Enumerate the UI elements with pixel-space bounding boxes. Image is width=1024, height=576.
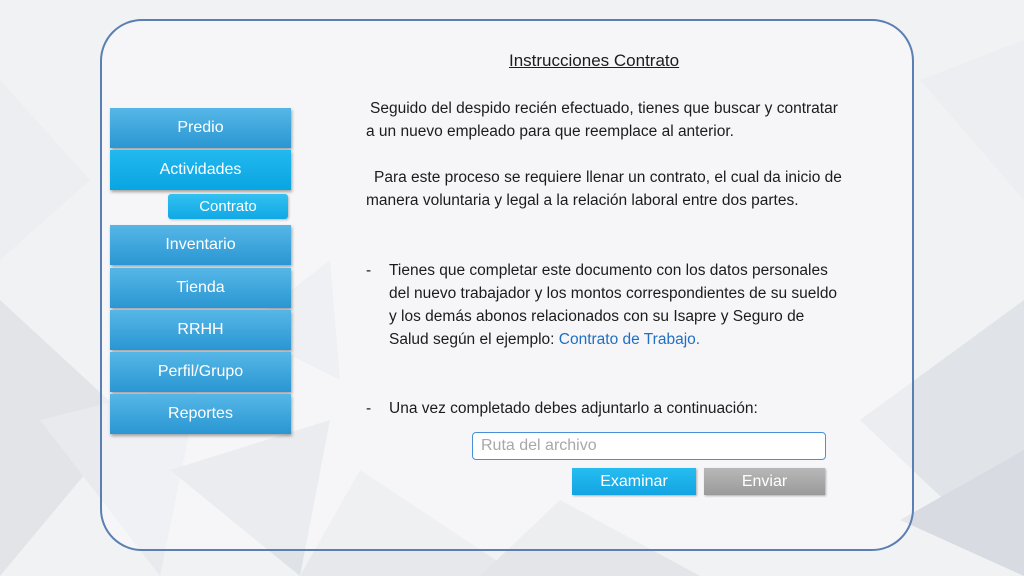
contrato-de-trabajo-link[interactable]: Contrato de Trabajo. [558,331,701,348]
sidebar-item-perfil-grupo[interactable]: Perfil/Grupo [110,352,291,392]
bullet-dash: - [366,262,372,279]
sidebar-item-predio[interactable]: Predio [110,108,291,148]
sidebar-item-tienda[interactable]: Tienda [110,268,291,308]
instructions-paragraph-2: Para este proceso se requiere llenar un contrato, el cual da inicio de manera voluntaria y legal a la relación laboral entre dos partes. [366,169,842,209]
file-path-input[interactable] [472,432,826,460]
sidebar-item-rrhh[interactable]: RRHH [110,310,291,350]
bullet-dash: - [366,400,372,417]
bullet-2-text: Una vez completado debes adjuntarlo a continuación: [389,400,758,417]
instruction-bullet-1 [366,259,846,379]
browse-button[interactable]: Examinar [572,468,696,495]
instruction-bullet-2 [366,397,846,421]
sidebar-item-reportes[interactable]: Reportes [110,394,291,434]
instructions-paragraph-1: Seguido del despido recién efectuado, tienes que buscar y contratar a un nuevo empleado para que reemplace al anterior. [366,100,838,140]
sidebar-subitem-contrato[interactable]: Contrato [168,194,288,219]
send-button[interactable]: Enviar [704,468,825,495]
sidebar-item-inventario[interactable]: Inventario [110,225,291,265]
bullet-1-text: Tienes que completar este documento con los datos personales del nuevo trabajador y los montos correspondientes de su sueldo y los demás abonos relacionados con su Isapre y Seguro de Salud según el ejemplo: [389,262,838,348]
sidebar-item-actividades[interactable]: Actividades [110,150,291,190]
page-title: Instrucciones Contrato [509,51,680,70]
